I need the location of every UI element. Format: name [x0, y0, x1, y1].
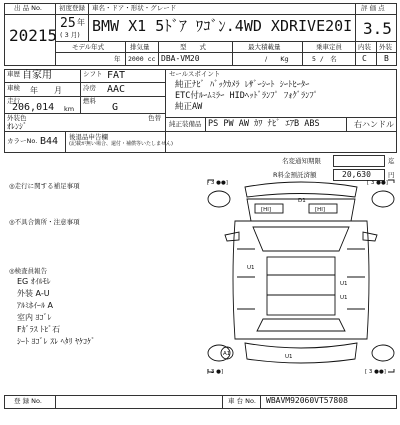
mark-hood-left: [HI]: [261, 207, 272, 213]
lot-number: 20215: [9, 26, 58, 45]
model-year-unit: 年: [114, 55, 121, 63]
recycle-sub: (記載が無い場合、還付・補償等いたしません): [69, 141, 173, 147]
reg-month: ( 3 月): [60, 31, 80, 39]
load-label: 最大積載量: [248, 43, 281, 51]
color-code-label: カラーNo.: [7, 137, 38, 145]
mark-right-door-2: U1: [340, 295, 348, 301]
expiry-box: [333, 155, 385, 167]
mileage-unit: km: [64, 105, 75, 113]
category: 自家用: [22, 70, 52, 81]
damage-diagram: [205, 177, 397, 375]
exterior-label: 外装: [379, 43, 392, 51]
fuel: G: [112, 102, 119, 113]
displacement: 2000 cc: [128, 55, 156, 63]
reg-no-label: 登 録 No.: [14, 397, 42, 405]
wheel-front-right: [372, 191, 394, 207]
car-name: BMW X1 5ﾄﾞｱ ﾜｺﾞﾝ.4WD XDRIVE20I: [92, 17, 353, 35]
inspection-value: 年 月: [30, 86, 62, 95]
color-label: 外装色: [7, 114, 27, 122]
expiry-label: 名変通知期限: [282, 157, 321, 165]
report-line-2: 外装 A-U: [17, 289, 50, 298]
mark-rear-wheel: A1: [223, 351, 231, 357]
score-label: 評 価 点: [361, 4, 385, 12]
exterior-grade: B: [384, 54, 389, 63]
supplement-label: ◎走行に関する補足事項: [9, 182, 80, 190]
mark-top-left: [ 3 ●●]: [207, 180, 228, 186]
lot-label: 出 品 No.: [14, 4, 42, 12]
chassis-label: 車 台 No.: [228, 397, 256, 405]
color-change-label: 色替: [148, 114, 161, 122]
mark-bottom-right: [ 3 ●●]: [365, 369, 386, 375]
mark-bottom-left: [ 3 ●]: [207, 369, 224, 375]
capacity-value: 5 / 名: [312, 55, 337, 63]
inspection-label: 車検: [7, 84, 20, 92]
fuel-label: 燃料: [83, 97, 96, 105]
wheel-rear-right: [372, 345, 394, 361]
shift: FAT: [107, 70, 126, 81]
recycle-unit: 円: [388, 171, 395, 179]
report-line-3: ｱﾙﾐﾎｲｰﾙ A: [17, 301, 54, 310]
report-line-1: EG ｵｲﾙﾓﾚ: [17, 277, 51, 286]
report-line-4: 室内 ﾖｺﾞﾚ: [17, 313, 52, 322]
model-code: DBA-VM20: [161, 54, 200, 63]
recycle-fee-label: R料金預託済額: [273, 171, 317, 179]
sales-point-1: 純正ﾅﾋﾞ ﾊﾞｯｸｶﾒﾗ ﾚｻﾞｰｼｰﾄ ｼｰﾄﾋｰﾀｰ: [175, 80, 310, 90]
capacity-label: 乗車定員: [316, 43, 342, 51]
inspector-label: ◎検査員報告: [9, 267, 48, 275]
sales-points-label: セールスポイント: [169, 70, 221, 78]
model-year-label: モデル年式: [72, 43, 105, 51]
type-label: 型 式: [180, 43, 206, 51]
ac: AAC: [107, 84, 126, 95]
shift-label: シフト: [83, 70, 103, 78]
car-name-label: 車名・ドア・形状・グレード: [92, 4, 177, 12]
overall-score: 3.5: [363, 19, 392, 38]
first-reg-label: 初度登録: [59, 4, 85, 12]
mark-left-door: U1: [247, 265, 255, 271]
recycle-fee: 20,630: [342, 170, 371, 179]
mark-right-door-1: U1: [340, 281, 348, 287]
sales-point-3: 純正AW: [175, 102, 203, 112]
color: ｵﾚﾝｼﾞ: [7, 122, 27, 131]
mileage-label: 走行: [7, 97, 20, 105]
equipment-label: 純正装備品: [169, 120, 202, 128]
report-line-6: ｼｰﾄ ﾖｺﾞﾚ ｽﾚ ﾍﾀﾘ ﾔｹｺｹﾞ: [17, 337, 96, 346]
year-suffix: 年: [77, 18, 85, 27]
color-code: B44: [40, 136, 59, 147]
sales-point-2: ETC付ﾙｰﾑﾐﾗｰ HIDﾍｯﾄﾞﾗﾝﾌﾟ ﾌｫｸﾞﾗﾝﾌﾟ: [175, 91, 318, 101]
defects-label: ◎不具合箇所・注意事項: [9, 218, 80, 226]
body-outline: [233, 221, 369, 339]
rear-bumper: [245, 343, 357, 363]
mark-hood-right: [HI]: [315, 207, 326, 213]
recycle-label: 後退品申告欄: [69, 133, 108, 141]
report-line-5: Fｶﾞﾗｽ ﾄﾋﾞ石: [17, 325, 61, 334]
mark-top-right: [ 3 ●●]: [367, 180, 388, 186]
wheel-front-left: [208, 191, 230, 207]
category-label: 車歴: [7, 70, 20, 78]
mark-rear-bumper: U1: [285, 354, 293, 360]
equipment: PS PW AW ｶﾜ ﾅﾋﾞ ｴｱB ABS: [208, 119, 320, 129]
interior-grade: C: [362, 54, 367, 63]
mileage: 206,014: [12, 102, 55, 113]
interior-label: 内装: [358, 43, 371, 51]
mark-hood-code: D1: [298, 198, 306, 204]
load-value: / Kg: [265, 55, 289, 63]
steering: 右ハンドル: [354, 120, 394, 129]
displacement-label: 排気量: [130, 43, 150, 51]
era-year: 25: [60, 16, 76, 31]
chassis-number: WBAVM92060VT57808: [266, 396, 348, 405]
expiry-unit: 迄: [388, 157, 395, 165]
front-bumper: [245, 182, 357, 197]
ac-label: 冷房: [83, 84, 96, 92]
